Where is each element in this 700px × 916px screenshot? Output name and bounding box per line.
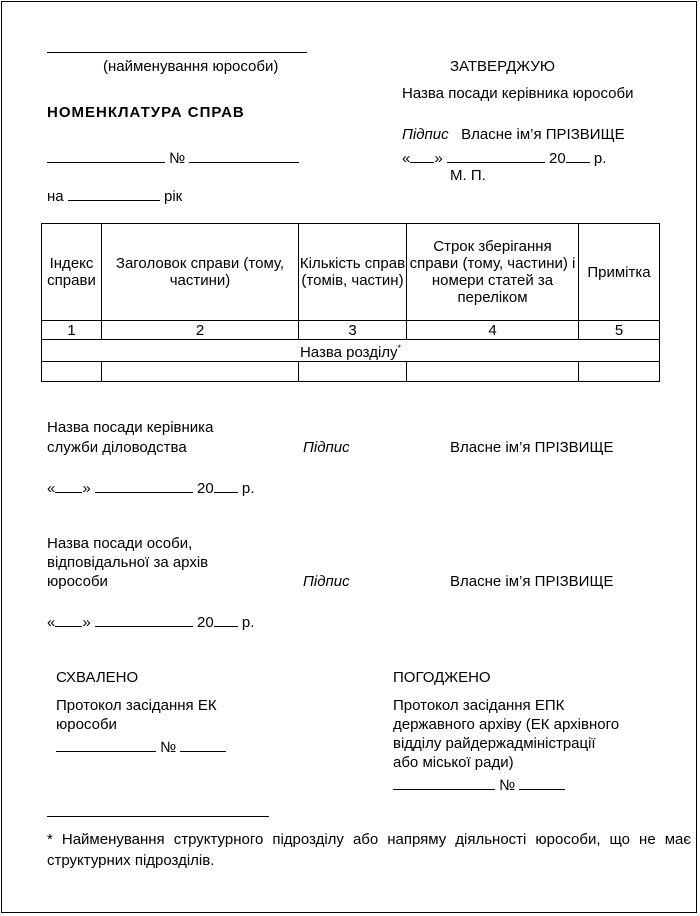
records-head-signature: Підпис xyxy=(303,439,350,456)
date-close-quote: » xyxy=(82,480,91,497)
epk-protocol-line2: державного архіву (ЕК архівного xyxy=(393,716,620,733)
ek-protocol-line1: Протокол засідання ЕК xyxy=(56,697,217,714)
table-cell xyxy=(102,362,299,382)
head-position: Назва посади керівника юрособи xyxy=(402,85,634,102)
archive-person-position-3: юрособи xyxy=(47,573,108,590)
epk-protocol-line3: відділу райдержадміністрації xyxy=(393,735,596,752)
header-retention: Строк зберігання справи (тому, частини) і номери статей за переліком xyxy=(407,224,579,321)
document-title: НОМЕНКЛАТУРА СПРАВ xyxy=(47,104,245,121)
date-open-quote: « xyxy=(47,480,56,497)
column-number: 5 xyxy=(579,321,660,340)
column-number-row xyxy=(42,321,660,340)
footnote-separator xyxy=(47,816,269,817)
ek-protocol-line2: юрособи xyxy=(56,716,117,733)
column-number: 3 xyxy=(299,321,407,340)
stamp-label: М. П. xyxy=(450,167,486,184)
date-close-quote: » xyxy=(82,614,91,631)
records-head-date-line xyxy=(47,478,254,498)
date-year-prefix: 20 xyxy=(197,480,214,497)
column-number: 2 xyxy=(102,321,299,340)
section-label: Назва розділу xyxy=(299,344,398,361)
entity-name-line xyxy=(47,52,307,53)
approve-label: ЗАТВЕРДЖУЮ xyxy=(450,58,556,75)
date-open-quote: « xyxy=(47,614,56,631)
table-cell xyxy=(407,362,579,382)
archive-person-name: Власне ім’я ПРІЗВИЩЕ xyxy=(450,573,614,590)
table-header-row xyxy=(42,224,660,321)
date-year-suffix: р. xyxy=(241,614,255,631)
records-head-name: Власне ім’я ПРІЗВИЩЕ xyxy=(450,439,614,456)
archive-person-position-2: відповідальної за архів xyxy=(47,554,209,571)
header-case-title: Заголовок справи (тому, частини) xyxy=(102,224,299,321)
entity-name-caption: (найменування юрособи) xyxy=(103,58,279,75)
date-year-prefix: 20 xyxy=(549,150,566,167)
year-line xyxy=(47,186,182,206)
approval-signature: Підпис xyxy=(402,126,449,143)
footnote: * Найменування структурного підрозділу або напряму діяльності юрособи, що не має структурних підрозділів. xyxy=(47,831,691,869)
header-case-count: Кількість справ (томів, частин) xyxy=(299,224,407,321)
epk-protocol-line4: або міської ради) xyxy=(393,754,514,771)
header-index: Індекс справи xyxy=(42,224,102,321)
date-close-quote: » xyxy=(434,150,443,167)
date-open-quote: « xyxy=(402,150,411,167)
date-year-suffix: р. xyxy=(593,150,607,167)
approved-label: СХВАЛЕНО xyxy=(56,669,139,686)
table-row xyxy=(42,362,660,382)
approval-date-line xyxy=(402,148,606,168)
date-year-suffix: р. xyxy=(241,480,255,497)
number-sign: № xyxy=(499,777,516,794)
archive-person-position-1: Назва посади особи, xyxy=(47,535,193,552)
section-name xyxy=(42,340,660,362)
table-cell xyxy=(579,362,660,382)
table-cell xyxy=(42,362,102,382)
nomenclature-table xyxy=(41,223,660,382)
section-mark: * xyxy=(397,343,402,353)
approval-name: Власне ім’я ПРІЗВИЩЕ xyxy=(461,126,625,143)
number-sign: № xyxy=(160,739,177,756)
section-row xyxy=(42,340,660,362)
table-cell xyxy=(299,362,407,382)
date-year-prefix: 20 xyxy=(197,614,214,631)
approval-signature-line xyxy=(402,126,625,144)
archive-person-date-line xyxy=(47,612,254,632)
number-sign: № xyxy=(169,150,186,167)
column-number: 1 xyxy=(42,321,102,340)
archive-person-signature: Підпис xyxy=(303,573,350,590)
column-number: 4 xyxy=(407,321,579,340)
year-prefix: на xyxy=(47,188,64,205)
epk-protocol-line1: Протокол засідання ЕПК xyxy=(393,697,565,714)
header-note: Примітка xyxy=(579,224,660,321)
ek-protocol-number-line xyxy=(56,737,226,757)
records-head-position-2: служби діловодства xyxy=(47,439,187,456)
doc-number-line xyxy=(47,148,299,168)
year-suffix: рік xyxy=(163,188,183,205)
records-head-position-1: Назва посади керівника xyxy=(47,419,214,436)
epk-protocol-number-line xyxy=(393,775,565,795)
agreed-label: ПОГОДЖЕНО xyxy=(393,669,491,686)
